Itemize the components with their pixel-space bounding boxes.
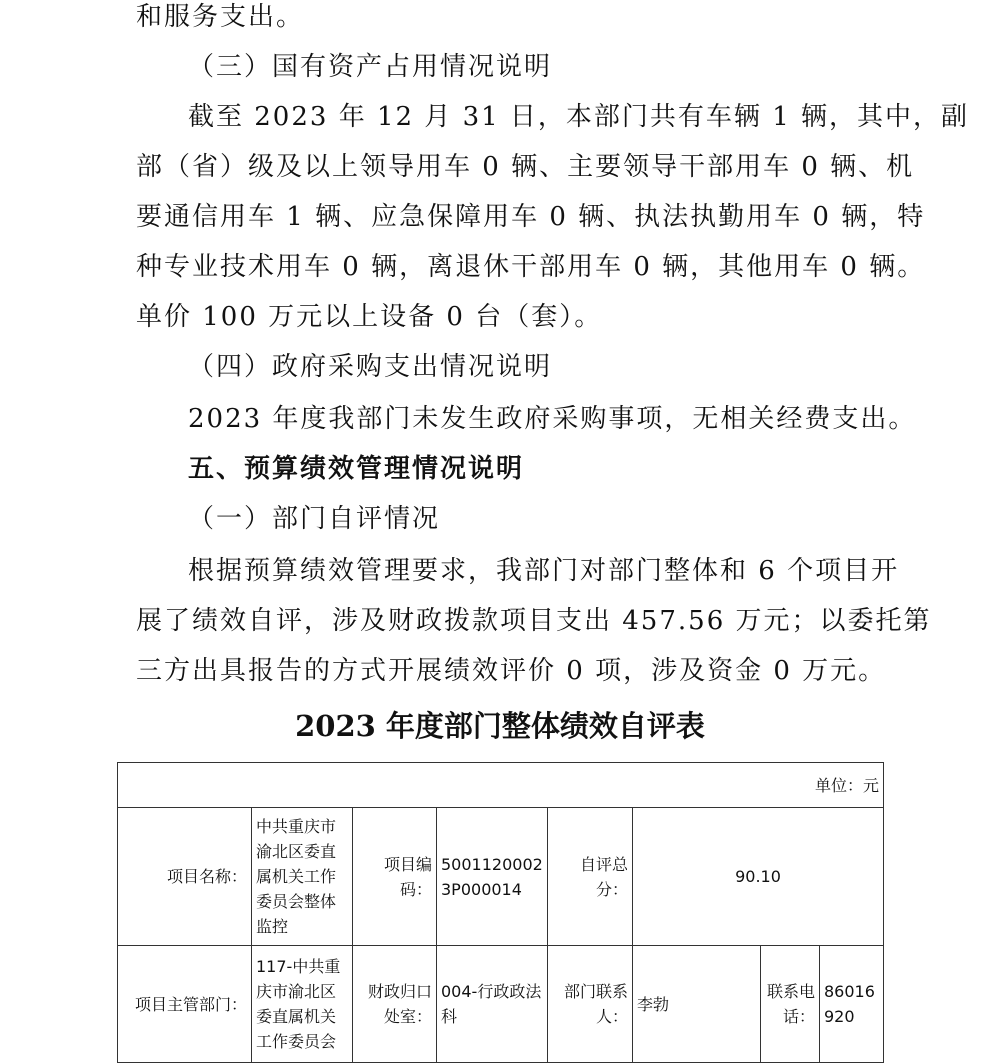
dept-value: 117-中共重庆市渝北区委直属机关工作委员会 (252, 946, 353, 1063)
table-row (118, 946, 884, 1063)
finance-value: 004-行政政法科 (437, 946, 548, 1063)
performance-table (117, 762, 884, 1063)
table-title: 2023 年度部门整体绩效自评表 (295, 709, 705, 743)
paragraph-line: 三方出具报告的方式开展绩效评价 0 项，涉及资金 0 万元。 (136, 656, 887, 686)
unit-cell: 单位：元 (118, 763, 884, 808)
score-label: 自评总分： (548, 808, 633, 946)
paragraph-line: 种专业技术用车 0 辆，离退休干部用车 0 辆，其他用车 0 辆。 (136, 252, 926, 282)
table-row (118, 763, 884, 808)
finance-label: 财政归口处室： (353, 946, 437, 1063)
contact-value: 李勃 (633, 946, 761, 1063)
paragraph-line: 单价 100 万元以上设备 0 台（套）。 (136, 302, 603, 332)
paragraph-line: 2023 年度我部门未发生政府采购事项，无相关经费支出。 (188, 404, 917, 434)
project-name-value: 中共重庆市渝北区委直属机关工作委员会整体监控 (252, 808, 353, 946)
paragraph-line: 截至 2023 年 12 月 31 日，本部门共有车辆 1 辆，其中，副 (188, 102, 969, 132)
section-heading: （一）部门自评情况 (188, 504, 441, 534)
project-code-value: 50011200023P000014 (437, 808, 548, 946)
score-value: 90.10 (633, 808, 884, 946)
paragraph-line: 部（省）级及以上领导用车 0 辆、主要领导干部用车 0 辆、机 (136, 152, 915, 182)
phone-value: 86016920 (820, 946, 884, 1063)
project-code-label: 项目编码： (353, 808, 437, 946)
section-heading: （三）国有资产占用情况说明 (188, 52, 553, 82)
paragraph-line: 和服务支出。 (136, 2, 305, 32)
dept-label: 项目主管部门： (118, 946, 252, 1063)
section-heading: （四）政府采购支出情况说明 (188, 352, 553, 382)
table-row (118, 808, 884, 946)
project-name-label: 项目名称： (118, 808, 252, 946)
paragraph-line: 根据预算绩效管理要求，我部门对部门整体和 6 个项目开 (188, 556, 900, 586)
contact-label: 部门联系人： (548, 946, 633, 1063)
chapter-heading: 五、预算绩效管理情况说明 (188, 454, 525, 484)
paragraph-line: 要通信用车 1 辆、应急保障用车 0 辆、执法执勤用车 0 辆，特 (136, 202, 926, 232)
paragraph-line: 展了绩效自评，涉及财政拨款项目支出 457.56 万元；以委托第 (136, 606, 932, 636)
phone-label: 联系电话： (761, 946, 820, 1063)
